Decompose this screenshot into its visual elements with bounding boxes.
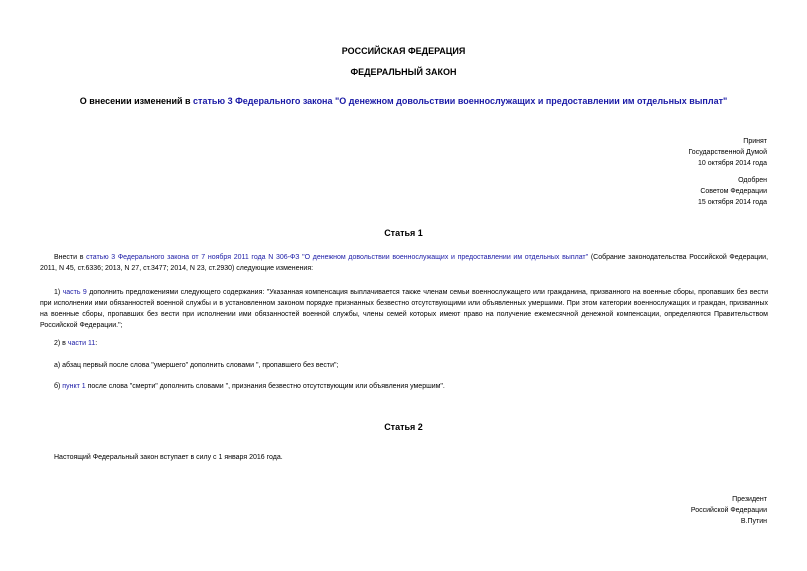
adoption-block-council [698, 175, 767, 208]
article1-item1 [40, 287, 768, 331]
intro-link[interactable]: статью 3 Федерального закона от 7 ноября 2011 года N 306-ФЗ "О денежном довольствии военнослужащих и предоставлении им отдельных выплат" [86, 254, 589, 261]
article1-sub-a: а) абзац первый после слова "умершего" дополнить словами ", пропавшего без вести"; [54, 362, 339, 369]
intro-suffix: (Собрание законодательства Российской Федерации, 2011, N 45, ст.6336; 2013, N 27, ст.3477; 2014, N 23, ст.2930) следующие изменения: [40, 254, 769, 272]
sub-b-suffix: после слова "смерти" дополнить словами ", признания безвестно отсутствующим или объявления умершим". [85, 383, 445, 390]
signature-country: Российской Федерации [690, 507, 767, 514]
article1-heading: Статья 1 [384, 228, 423, 238]
article1-intro [40, 252, 768, 274]
article1-sub-b [40, 381, 768, 392]
title-prefix: О внесении изменений в [79, 96, 194, 106]
accepted-body: Государственной Думой [688, 149, 767, 156]
article2-text: Настоящий Федеральный закон вступает в силу с 1 января 2016 года. [54, 454, 283, 461]
signature-name: В.Путин [740, 518, 767, 525]
sub-b-link[interactable]: пункт 1 [62, 383, 86, 390]
sub-b-prefix: б) [54, 383, 63, 390]
title-link[interactable]: статью 3 Федерального закона "О денежном довольствии военнослужащих и предоставлении им отдельных выплат" [193, 96, 728, 106]
document-title [0, 96, 807, 107]
accepted-label: Принят [743, 138, 767, 145]
item1-number: 1) [54, 289, 63, 296]
item1-text: дополнить предложениями следующего содержания: "Указанная компенсация выплачивается также членам семьи военнослужащего или гражданина, призванного на военные сборы, пропавших без вести при исполнении ими обязанностей военной службы и в установленном законом порядке признанных безвестно отсутствующими или объявленных умершими. При этом категории военнослужащих и граждан, призванных на военные сборы, пропавших без вести при исполнении ими обязанностей военной службы, члены семей которых имеют право на получение ежемесячной денежной компенсации, определяются Правительством Российской Федерации."; [40, 289, 769, 329]
article2-heading: Статья 2 [384, 422, 423, 432]
signature-title: Президент [732, 496, 767, 503]
item2-link[interactable]: части 11 [67, 340, 96, 347]
doc-type-heading: ФЕДЕРАЛЬНЫЙ ЗАКОН [350, 67, 457, 77]
intro-prefix: Внести в [54, 254, 87, 261]
country-heading: РОССИЙСКАЯ ФЕДЕРАЦИЯ [341, 46, 466, 56]
approved-date: 15 октября 2014 года [698, 199, 767, 206]
accepted-date: 10 октября 2014 года [698, 160, 767, 167]
approved-body: Советом Федерации [700, 188, 767, 195]
signature-block [691, 494, 767, 527]
article1-item2 [40, 338, 768, 349]
approved-label: Одобрен [738, 177, 767, 184]
item2-prefix: 2) в [54, 340, 68, 347]
item1-link[interactable]: часть 9 [62, 289, 87, 296]
item2-suffix: : [95, 340, 98, 347]
adoption-block-duma [688, 136, 767, 169]
